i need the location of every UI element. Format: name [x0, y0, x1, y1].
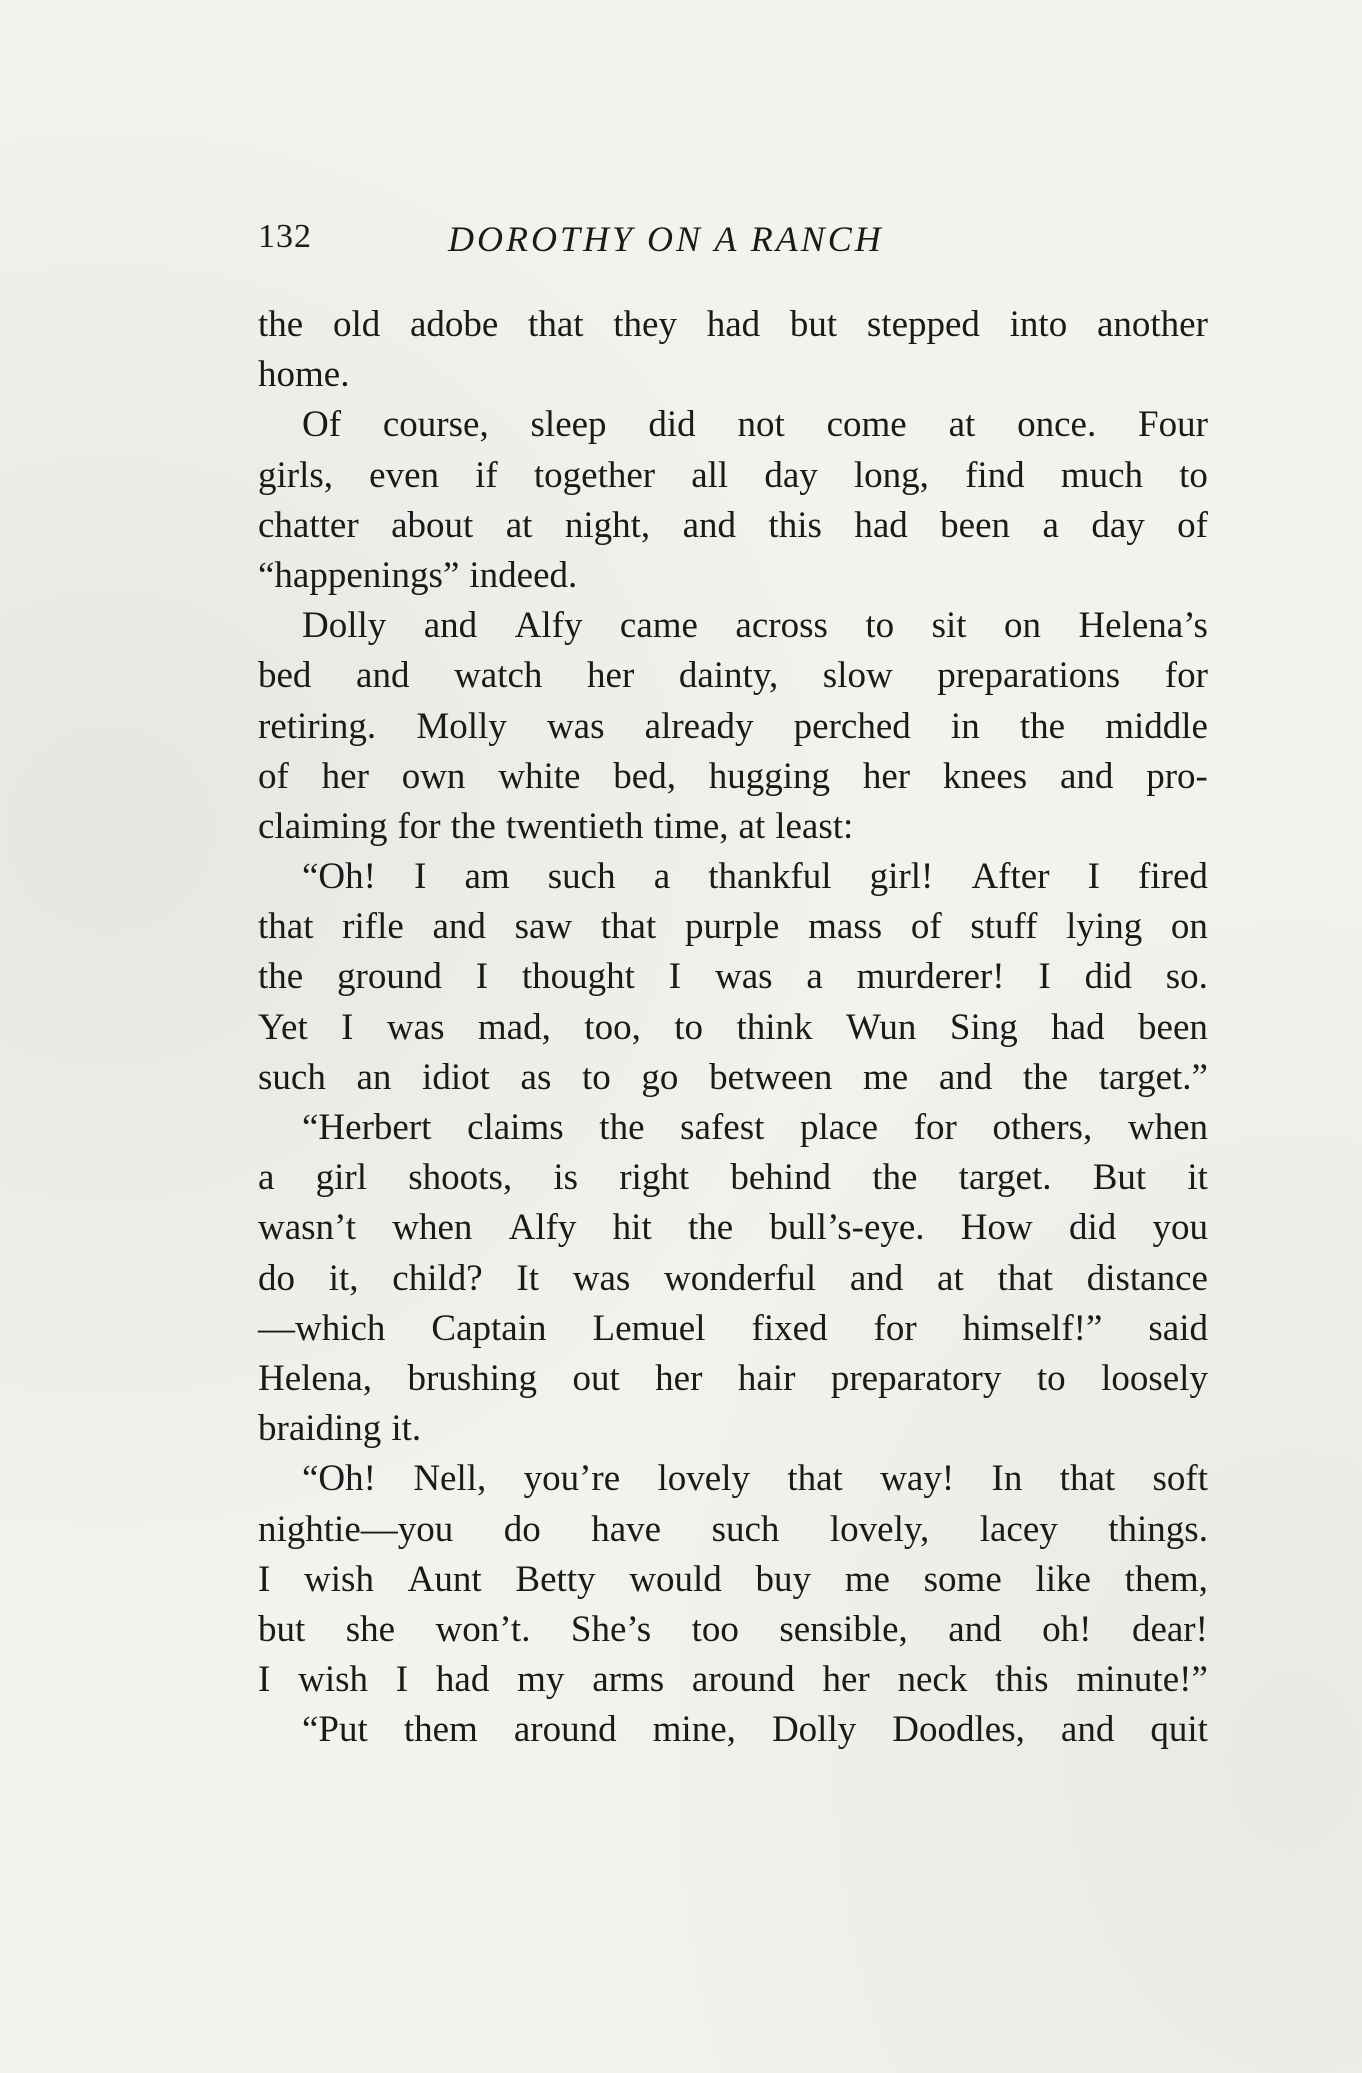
word: to: [1179, 454, 1208, 496]
word: girls,: [258, 454, 334, 496]
word: hit: [612, 1207, 652, 1249]
word: saw: [514, 906, 573, 948]
word: I: [1087, 856, 1100, 898]
word: came: [619, 605, 698, 647]
word: too,: [584, 1006, 641, 1048]
word: into: [1009, 304, 1068, 345]
word: it: [1187, 1157, 1208, 1199]
word: the: [450, 805, 496, 847]
word: slow: [822, 655, 893, 697]
word: of: [258, 755, 289, 797]
word: and: [432, 906, 486, 948]
word: is: [553, 1157, 578, 1199]
word: at: [505, 504, 533, 546]
word: around: [513, 1709, 617, 1751]
word: purple: [684, 906, 780, 948]
text-line: [258, 1254, 1208, 1304]
word: had: [706, 304, 761, 345]
word: about: [391, 504, 474, 546]
word: braiding: [258, 1408, 382, 1450]
word: I: [414, 856, 427, 898]
word: Alfy: [508, 1207, 577, 1249]
word: did: [1068, 1207, 1117, 1249]
word: chatter: [258, 504, 359, 546]
word: you: [1152, 1207, 1208, 1249]
word: if: [475, 454, 498, 496]
word: right: [619, 1157, 690, 1199]
word: and: [423, 605, 478, 647]
word: Four: [1138, 404, 1208, 446]
word: of: [1177, 504, 1208, 546]
text-line: [258, 1053, 1208, 1103]
word: child?: [392, 1257, 483, 1299]
word: and: [356, 655, 410, 697]
word: Dolly: [302, 605, 387, 647]
word: stuff: [970, 906, 1038, 948]
word: things.: [1108, 1508, 1208, 1550]
word: murderer!: [856, 956, 1005, 998]
word: stepped: [866, 304, 980, 345]
word: middle: [1105, 705, 1208, 747]
word: safest: [680, 1107, 765, 1148]
word: but: [258, 1608, 306, 1650]
word: a: [806, 956, 823, 998]
word: this: [995, 1659, 1049, 1701]
running-head: DOROTHY ON A RANCH: [448, 219, 884, 259]
word: “Herbert: [302, 1107, 432, 1148]
word: her: [321, 755, 369, 797]
word: was: [386, 1006, 445, 1048]
word: at: [738, 805, 766, 847]
word: soft: [1152, 1458, 1208, 1500]
text-line: [258, 802, 1208, 852]
text-line: [258, 400, 1208, 450]
word: been: [1138, 1006, 1208, 1048]
word: it.: [391, 1408, 422, 1450]
word: own: [401, 755, 466, 797]
word: neck: [897, 1659, 968, 1701]
word: some: [923, 1558, 1002, 1600]
text-line: [258, 1705, 1208, 1755]
word: hair: [737, 1357, 796, 1399]
word: idiot: [422, 1056, 490, 1098]
word: lacey: [979, 1508, 1058, 1550]
word: retiring.: [258, 705, 377, 747]
word: It: [516, 1257, 540, 1299]
word: had: [435, 1659, 490, 1701]
word: too: [691, 1608, 739, 1650]
word: wasn’t: [258, 1207, 356, 1249]
word: target.”: [1098, 1056, 1208, 1098]
word: claiming: [258, 805, 388, 847]
word: the: [1022, 1056, 1069, 1098]
word: of: [910, 906, 942, 948]
page-header: [258, 218, 1208, 268]
word: not: [737, 404, 785, 446]
text-line: [258, 1605, 1208, 1655]
word: that: [258, 906, 314, 948]
word: as: [520, 1056, 552, 1098]
word: I: [341, 1006, 354, 1048]
word: ground: [337, 956, 442, 998]
text-line: [258, 1203, 1208, 1253]
word: arms: [592, 1659, 665, 1701]
word: been: [940, 504, 1011, 546]
page-number: 132: [258, 218, 312, 255]
word: when: [1127, 1107, 1208, 1148]
word: her: [862, 755, 911, 797]
text-line: [258, 1404, 1208, 1454]
word: that: [997, 1257, 1053, 1299]
word: claims: [467, 1107, 564, 1148]
word: white: [498, 755, 581, 797]
word: she: [345, 1608, 396, 1650]
word: day: [1091, 504, 1145, 546]
text-line: [258, 601, 1208, 651]
word: that: [1059, 1458, 1116, 1500]
word: mad,: [477, 1006, 551, 1048]
word: find: [965, 454, 1025, 496]
word: Captain: [431, 1307, 547, 1349]
text-line: [258, 1354, 1208, 1404]
word: Wun: [845, 1006, 917, 1048]
word: for: [913, 1107, 957, 1148]
word: did: [648, 404, 696, 446]
word: In: [991, 1458, 1023, 1500]
word: Molly: [416, 705, 507, 747]
word: her: [587, 655, 635, 697]
body-text: [258, 300, 1208, 1755]
word: course,: [382, 404, 489, 446]
word: I: [395, 1659, 409, 1701]
word: together: [533, 454, 656, 496]
text-line: [258, 752, 1208, 802]
word: was: [546, 705, 605, 747]
word: perched: [793, 705, 911, 747]
word: like: [1035, 1558, 1091, 1600]
word: I: [258, 1558, 271, 1600]
word: others,: [992, 1107, 1093, 1148]
word: had: [1051, 1006, 1105, 1048]
word: to: [865, 605, 895, 647]
word: wish: [304, 1558, 374, 1600]
word: go: [641, 1056, 679, 1098]
word: on: [1003, 605, 1041, 647]
word: for: [873, 1307, 917, 1349]
word: Helena,: [258, 1357, 373, 1399]
word: but: [789, 304, 838, 345]
word: loosely: [1101, 1357, 1208, 1399]
word: her: [822, 1659, 870, 1701]
word: thankful: [708, 856, 832, 898]
word: She’s: [570, 1608, 652, 1650]
word: even: [369, 454, 440, 496]
text-line: [258, 651, 1208, 701]
word: old: [332, 304, 381, 345]
word: to: [582, 1056, 611, 1098]
word: come: [826, 404, 907, 446]
word: a: [1042, 504, 1059, 546]
word: I: [475, 956, 489, 998]
word: the: [687, 1207, 734, 1249]
word: such: [258, 1056, 326, 1098]
word: around: [691, 1659, 795, 1701]
word: bed: [258, 655, 312, 697]
word: —which: [258, 1307, 386, 1349]
text-line: [258, 451, 1208, 501]
word: hugging: [708, 755, 831, 797]
word: my: [517, 1659, 565, 1701]
word: But: [1092, 1157, 1147, 1199]
text-line: [258, 501, 1208, 551]
word: and: [938, 1056, 993, 1098]
word: Of: [302, 404, 342, 446]
word: you’re: [523, 1458, 621, 1500]
word: nightie—you: [258, 1508, 454, 1550]
word: I: [1038, 956, 1051, 998]
word: do: [503, 1508, 541, 1550]
word: twentieth: [505, 805, 644, 847]
word: “Oh!: [302, 856, 376, 898]
text-line: [258, 350, 1208, 400]
word: that: [528, 304, 584, 345]
word: Lemuel: [592, 1307, 706, 1349]
word: would: [629, 1558, 722, 1600]
word: think: [736, 1006, 813, 1048]
word: long,: [853, 454, 929, 496]
word: said: [1148, 1307, 1208, 1349]
word: all: [691, 454, 729, 496]
word: at: [948, 404, 976, 446]
word: in: [950, 705, 980, 747]
word: bed,: [613, 755, 676, 797]
word: knees: [942, 755, 1028, 797]
word: they: [613, 304, 677, 345]
word: himself!”: [962, 1307, 1103, 1349]
word: dainty,: [678, 655, 779, 697]
word: Dolly: [771, 1709, 857, 1751]
word: so.: [1165, 956, 1208, 998]
text-line: [258, 852, 1208, 902]
word: Betty: [515, 1558, 596, 1600]
word: it,: [328, 1257, 359, 1299]
word: already: [644, 705, 754, 747]
word: have: [591, 1508, 662, 1550]
word: pro-: [1146, 755, 1208, 797]
word: and: [849, 1257, 904, 1299]
word: much: [1060, 454, 1143, 496]
word: an: [356, 1056, 392, 1098]
word: a: [258, 1157, 275, 1199]
word: lying: [1066, 906, 1143, 948]
word: once.: [1017, 404, 1097, 446]
word: home.: [258, 354, 350, 396]
word: this: [768, 504, 822, 546]
word: was: [572, 1257, 631, 1299]
word: mine,: [652, 1709, 736, 1751]
word: me: [844, 1558, 890, 1600]
word: for: [397, 805, 441, 847]
word: Doodles,: [892, 1709, 1025, 1751]
word: mass: [808, 906, 883, 948]
word: time,: [653, 805, 729, 847]
text-line: [258, 1103, 1208, 1153]
word: I: [258, 1659, 271, 1701]
word: am: [464, 856, 510, 898]
word: between: [709, 1056, 833, 1098]
word: did: [1084, 956, 1132, 998]
text-line: [258, 902, 1208, 952]
word: to: [674, 1006, 704, 1048]
word: “Oh!: [302, 1458, 376, 1500]
word: her: [655, 1357, 703, 1399]
word: Helena’s: [1078, 605, 1208, 647]
word: when: [392, 1207, 473, 1249]
word: another: [1096, 304, 1208, 345]
word: girl: [315, 1157, 368, 1199]
word: target.: [958, 1157, 1052, 1199]
word: preparatory: [830, 1357, 1002, 1399]
word: for: [1164, 655, 1208, 697]
word: place: [800, 1107, 879, 1148]
word: After: [971, 856, 1050, 898]
word: do: [258, 1257, 295, 1299]
word: distance: [1086, 1257, 1208, 1299]
word: watch: [454, 655, 543, 697]
word: quit: [1150, 1709, 1208, 1751]
word: across: [735, 605, 828, 647]
word: Sing: [949, 1006, 1018, 1048]
word: preparations: [937, 655, 1121, 697]
word: Aunt: [407, 1558, 482, 1600]
word: rifle: [342, 906, 404, 948]
word: fixed: [751, 1307, 828, 1349]
word: such: [711, 1508, 780, 1550]
word: the: [599, 1107, 645, 1148]
word: them,: [1124, 1558, 1208, 1600]
word: behind: [730, 1157, 832, 1199]
word: won’t.: [435, 1608, 531, 1650]
word: girl!: [869, 856, 934, 898]
word: the: [1019, 705, 1066, 747]
word: buy: [755, 1558, 811, 1600]
word: oh!: [1042, 1608, 1092, 1650]
word: on: [1170, 906, 1208, 948]
text-line: [258, 1003, 1208, 1053]
text-line: [258, 1153, 1208, 1203]
word: I: [668, 956, 682, 998]
word: shoots,: [408, 1157, 513, 1199]
word: wish: [298, 1659, 369, 1701]
word: was: [714, 956, 773, 998]
word: day: [764, 454, 818, 496]
word: thought: [521, 956, 635, 998]
word: had: [854, 504, 908, 546]
word: them: [403, 1709, 478, 1751]
word: out: [572, 1357, 620, 1399]
text-line: [258, 952, 1208, 1002]
word: night,: [564, 504, 651, 546]
word: “happenings”: [258, 554, 460, 596]
word: brushing: [407, 1357, 537, 1399]
word: and: [682, 504, 736, 546]
word: such: [547, 856, 616, 898]
word: How: [960, 1207, 1033, 1249]
word: fired: [1138, 856, 1208, 898]
word: least:: [775, 805, 854, 847]
word: lovely,: [829, 1508, 930, 1550]
word: at: [937, 1257, 964, 1299]
word: and: [1060, 1709, 1115, 1751]
word: way!: [880, 1458, 955, 1500]
word: indeed.: [469, 554, 578, 596]
word: “Put: [302, 1709, 368, 1751]
word: me: [862, 1056, 909, 1098]
text-line: [258, 1454, 1208, 1504]
text-line: [258, 702, 1208, 752]
word: sensible,: [779, 1608, 908, 1650]
text-line: [258, 1555, 1208, 1605]
word: to: [1036, 1357, 1066, 1399]
word: the: [258, 304, 304, 345]
word: the: [258, 956, 304, 998]
word: a: [653, 856, 671, 898]
word: adobe: [409, 304, 499, 345]
text-line: [258, 1304, 1208, 1354]
text-line: [258, 1505, 1208, 1555]
word: dear!: [1131, 1608, 1208, 1650]
word: minute!”: [1076, 1659, 1208, 1701]
text-line: [258, 551, 1208, 601]
text-line: [258, 300, 1208, 350]
word: wonderful: [664, 1257, 817, 1299]
word: and: [948, 1608, 1002, 1650]
word: Alfy: [514, 605, 583, 647]
word: Yet: [258, 1006, 308, 1048]
word: bull’s-eye.: [769, 1207, 925, 1249]
word: and: [1059, 755, 1114, 797]
word: lovely: [657, 1458, 751, 1500]
word: that: [600, 906, 657, 948]
text-line: [258, 1655, 1208, 1705]
word: sit: [931, 605, 967, 647]
word: that: [787, 1458, 843, 1500]
word: sleep: [530, 404, 607, 446]
word: the: [872, 1157, 918, 1199]
word: Nell,: [413, 1458, 487, 1500]
